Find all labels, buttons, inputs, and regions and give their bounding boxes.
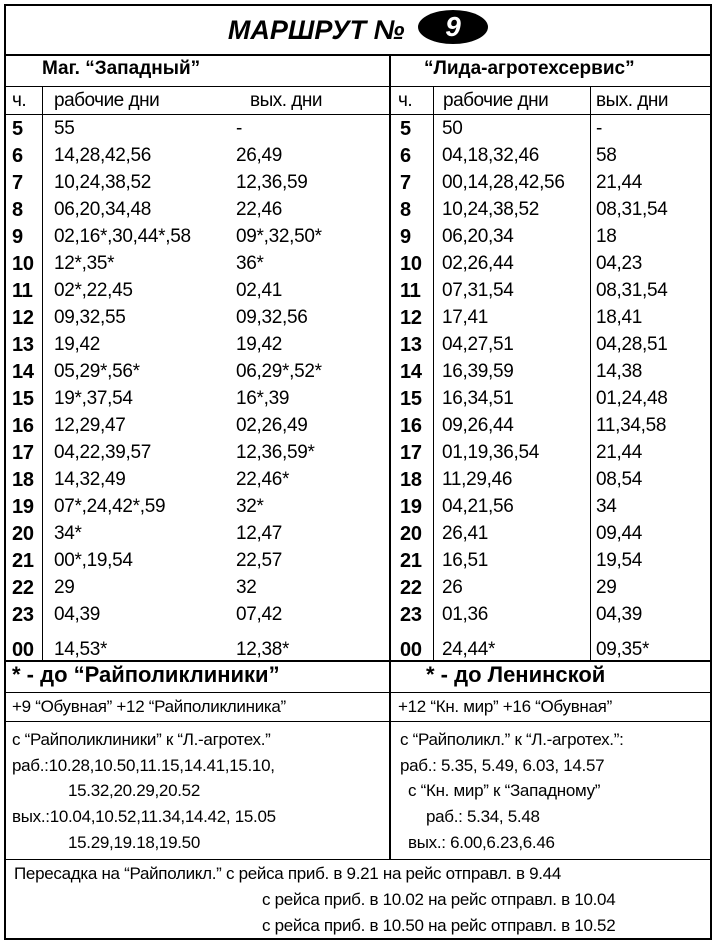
right-workday-times: 04,18,32,46 (442, 145, 540, 166)
left-destination: Маг. “Западный” (42, 58, 201, 79)
right-weekend-times: 01,24,48 (596, 388, 668, 409)
transfer-line-3: с рейса приб. в 10.50 на рейс отправл. в 10.52 (262, 916, 616, 935)
left-workday-times: 14,53* (54, 639, 108, 660)
right-hour: 16 (400, 415, 422, 437)
left-workday-times: 05,29*,56* (54, 361, 140, 382)
right-hour: 10 (400, 253, 422, 275)
timetable-row (6, 226, 710, 252)
right-hour: 19 (400, 496, 422, 518)
left-workday-times: 04,39 (54, 604, 101, 625)
left-workday-times: 34* (54, 523, 82, 544)
divider-lines (6, 721, 710, 722)
right-workday-times: 16,51 (442, 550, 489, 571)
right-workday-times: 02,26,44 (442, 253, 514, 274)
right-hour: 11 (400, 280, 421, 302)
left-hour: 22 (12, 577, 34, 599)
divider-title (6, 54, 710, 56)
right-hour: 13 (400, 334, 422, 356)
left-hour: 12 (12, 307, 34, 329)
left-weekend-times: 12,36,59* (236, 442, 315, 463)
left-hour: 7 (12, 172, 23, 194)
right-workday-times: 17,41 (442, 307, 489, 328)
right-hour: 6 (400, 145, 411, 167)
left-weekend-times: 36* (236, 253, 264, 274)
right-hour: 20 (400, 523, 422, 545)
right-line-3: с “Кн. мир” к “Западному” (408, 781, 601, 800)
left-weekend-times: 22,57 (236, 550, 283, 571)
route-number-badge: 9 (418, 10, 488, 44)
right-weekend-times: 21,44 (596, 172, 643, 193)
right-hour: 12 (400, 307, 422, 329)
right-workday-times: 11,29,46 (442, 469, 513, 490)
divider-via (6, 692, 710, 693)
left-hour: 21 (12, 550, 34, 572)
left-hour: 13 (12, 334, 34, 356)
left-weekend-times: 12,38* (236, 639, 290, 660)
divider-dest (6, 86, 710, 87)
transfer-line-1: Пересадка на “Райполикл.” с рейса приб. в 9.21 на рейс отправл. в 9.44 (14, 864, 561, 883)
right-weekend-times: 09,44 (596, 523, 643, 544)
timetable-row (6, 577, 710, 603)
left-hour: 15 (12, 388, 34, 410)
left-hour: 23 (12, 604, 34, 626)
right-line-4: раб.: 5.34, 5.48 (426, 807, 540, 826)
left-col-weekend: вых. дни (250, 90, 322, 111)
left-weekend-times: 02,26,49 (236, 415, 308, 436)
right-weekend-times: 58 (596, 145, 617, 166)
left-hour: 19 (12, 496, 34, 518)
left-workday-times: 14,28,42,56 (54, 145, 152, 166)
right-weekend-times: 19,54 (596, 550, 643, 571)
left-hour: 16 (12, 415, 34, 437)
left-workday-times: 12,29,47 (54, 415, 126, 436)
timetable-row (6, 523, 710, 549)
left-line-1: с “Райполиклиники” к “Л.-агротех.” (12, 730, 271, 749)
left-workday-times: 14,32,49 (54, 469, 126, 490)
timetable-row (6, 550, 710, 576)
left-hour: 14 (12, 361, 34, 383)
left-workday-times: 06,20,34,48 (54, 199, 152, 220)
right-hour: 5 (400, 118, 411, 140)
left-workday-times: 04,22,39,57 (54, 442, 152, 463)
divider-header (6, 114, 710, 115)
right-weekend-times: 08,54 (596, 469, 643, 490)
timetable-row (6, 307, 710, 333)
right-workday-times: 16,34,51 (442, 388, 514, 409)
right-workday-times: 50 (442, 118, 463, 139)
left-weekend-times: 02,41 (236, 280, 283, 301)
timetable-row (6, 442, 710, 468)
right-workday-times: 04,27,51 (442, 334, 514, 355)
left-weekend-times: 07,42 (236, 604, 283, 625)
right-line-2: раб.: 5.35, 5.49, 6.03, 14.57 (400, 756, 605, 775)
left-weekend-times: 09,32,56 (236, 307, 308, 328)
left-weekend-times: 22,46* (236, 469, 290, 490)
right-weekend-times: 04,23 (596, 253, 643, 274)
left-workday-times: 19*,37,54 (54, 388, 133, 409)
right-hour: 7 (400, 172, 411, 194)
right-workday-times: 07,31,54 (442, 280, 514, 301)
right-weekend-times: 18 (596, 226, 617, 247)
left-footnote: * - до “Райполиклиники” (12, 662, 280, 687)
left-col-work: рабочие дни (54, 90, 160, 111)
timetable-row (6, 604, 710, 630)
right-hour: 00 (400, 639, 422, 661)
right-line-1: с “Райполикл.” к “Л.-агротех.”: (400, 730, 624, 749)
right-col-work: рабочие дни (443, 90, 549, 111)
right-hour: 17 (400, 442, 422, 464)
right-weekend-times: 04,39 (596, 604, 643, 625)
right-workday-times: 06,20,34 (442, 226, 514, 247)
left-weekend-times: 16*,39 (236, 388, 290, 409)
left-weekend-times: 12,36,59 (236, 172, 308, 193)
right-col-weekend: вых. дни (596, 90, 668, 111)
timetable-row (6, 361, 710, 387)
left-weekend-times: - (236, 118, 243, 139)
left-workday-times: 09,32,55 (54, 307, 126, 328)
left-hour: 5 (12, 118, 23, 140)
timetable-row (6, 118, 710, 144)
right-weekend-times: 18,41 (596, 307, 643, 328)
left-workday-times: 55 (54, 118, 75, 139)
right-workday-times: 04,21,56 (442, 496, 514, 517)
right-workday-times: 16,39,59 (442, 361, 514, 382)
right-weekend-times: - (596, 118, 603, 139)
right-col-hour: ч. (398, 90, 413, 111)
left-hour: 00 (12, 639, 34, 661)
right-workday-times: 09,26,44 (442, 415, 514, 436)
left-hour: 6 (12, 145, 23, 167)
left-hour: 9 (12, 226, 23, 248)
right-footnote: * - до Ленинской (426, 662, 606, 687)
timetable-row (6, 253, 710, 279)
transfer-line-2: с рейса приб. в 10.02 на рейс отправл. в 10.04 (262, 890, 616, 909)
left-hour: 11 (12, 280, 33, 302)
right-via: +12 “Кн. мир” +16 “Обувная” (398, 697, 612, 716)
right-workday-times: 01,36 (442, 604, 489, 625)
right-line-5: вых.: 6.00,6.23,6.46 (408, 833, 555, 852)
left-line-2: раб.:10.28,10.50,11.15,14.41,15.10, (12, 756, 275, 775)
right-weekend-times: 09,35* (596, 639, 650, 660)
right-weekend-times: 11,34,58 (596, 415, 667, 436)
left-hour: 8 (12, 199, 23, 221)
right-weekend-times: 29 (596, 577, 617, 598)
right-hour: 9 (400, 226, 411, 248)
timetable-row (6, 199, 710, 225)
timetable-row (6, 145, 710, 171)
left-line-4: вых.:10.04,10.52,11.34,14.42, 15.05 (12, 807, 276, 826)
left-workday-times: 02*,22,45 (54, 280, 133, 301)
left-hour: 20 (12, 523, 34, 545)
right-hour: 21 (400, 550, 422, 572)
timetable-row (6, 415, 710, 441)
right-hour: 18 (400, 469, 422, 491)
timetable-row (6, 280, 710, 306)
left-weekend-times: 09*,32,50* (236, 226, 322, 247)
left-workday-times: 29 (54, 577, 75, 598)
timetable-row (6, 172, 710, 198)
left-weekend-times: 22,46 (236, 199, 283, 220)
right-hour: 22 (400, 577, 422, 599)
timetable-row (6, 334, 710, 360)
left-via: +9 “Обувная” +12 “Райполиклиника” (12, 697, 286, 716)
left-hour: 17 (12, 442, 34, 464)
left-workday-times: 02,16*,30,44*,58 (54, 226, 191, 247)
left-weekend-times: 26,49 (236, 145, 283, 166)
left-weekend-times: 19,42 (236, 334, 283, 355)
left-col-hour: ч. (12, 90, 27, 111)
left-hour: 18 (12, 469, 34, 491)
left-workday-times: 07*,24,42*,59 (54, 496, 166, 517)
left-workday-times: 12*,35* (54, 253, 115, 274)
right-weekend-times: 34 (596, 496, 617, 517)
right-weekend-times: 08,31,54 (596, 280, 668, 301)
left-weekend-times: 12,47 (236, 523, 283, 544)
right-weekend-times: 04,28,51 (596, 334, 668, 355)
right-workday-times: 26,41 (442, 523, 489, 544)
timetable-row (6, 496, 710, 522)
right-hour: 14 (400, 361, 422, 383)
schedule-sheet (4, 4, 712, 940)
right-weekend-times: 21,44 (596, 442, 643, 463)
right-destination: “Лида-агротехсервис” (424, 58, 635, 79)
left-weekend-times: 32 (236, 577, 257, 598)
right-workday-times: 00,14,28,42,56 (442, 172, 565, 193)
left-line-3: 15.32,20.29,20.52 (68, 781, 200, 800)
left-workday-times: 10,24,38,52 (54, 172, 152, 193)
timetable-row (6, 469, 710, 495)
right-hour: 23 (400, 604, 422, 626)
right-hour: 8 (400, 199, 411, 221)
left-workday-times: 00*,19,54 (54, 550, 133, 571)
left-line-5: 15.29,19.18,19.50 (68, 833, 200, 852)
left-workday-times: 19,42 (54, 334, 101, 355)
route-title (6, 6, 710, 54)
left-weekend-times: 06,29*,52* (236, 361, 322, 382)
route-title-text: МАРШРУТ № (227, 15, 405, 45)
right-workday-times: 24,44* (442, 639, 496, 660)
right-hour: 15 (400, 388, 422, 410)
right-workday-times: 10,24,38,52 (442, 199, 540, 220)
timetable-row (6, 388, 710, 414)
left-hour: 10 (12, 253, 34, 275)
left-weekend-times: 32* (236, 496, 264, 517)
right-workday-times: 01,19,36,54 (442, 442, 540, 463)
right-weekend-times: 14,38 (596, 361, 643, 382)
right-weekend-times: 08,31,54 (596, 199, 668, 220)
divider-transfer (6, 859, 710, 860)
right-workday-times: 26 (442, 577, 463, 598)
